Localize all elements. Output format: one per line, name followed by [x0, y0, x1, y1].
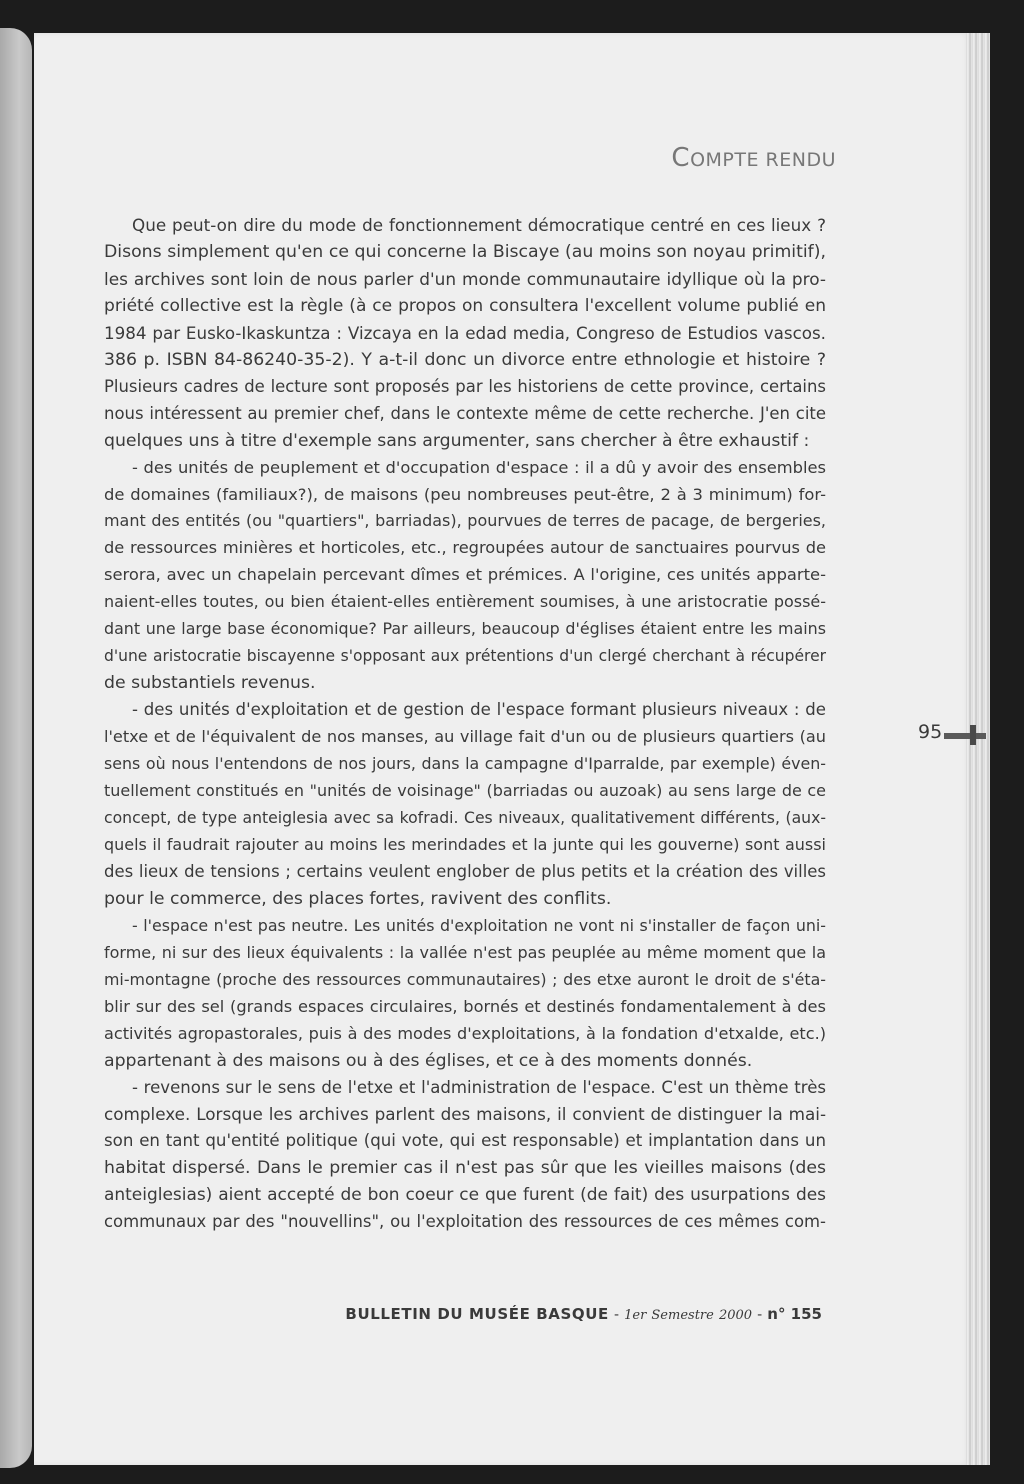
body-line: pour le commerce, des places fortes, ravivent des conflits.: [104, 888, 612, 909]
footer: [345, 1304, 822, 1323]
footer-issue: n° 155: [767, 1305, 822, 1323]
running-head: [671, 143, 836, 173]
body-line: - l'espace n'est pas neutre. Les unités d'exploitation ne vont ni s'installer de façon uni-: [132, 915, 826, 935]
running-head-initial: C: [671, 143, 691, 173]
body-line: 1984 par Eusko-Ikaskuntza : Vizcaya en la edad media, Congreso de Estudios vascos.: [104, 322, 826, 343]
body-line: de substantiels revenus.: [104, 673, 316, 694]
footer-separator: -: [613, 1307, 620, 1323]
body-line: de domaines (familiaux?), de maisons (peu nombreuses peut-être, 2 à 3 minimum) for-: [104, 484, 826, 504]
body-line: les archives sont loin de nous parler d'un monde communautaire idyllique où la pro-: [104, 268, 826, 289]
body-line: communaux par des "nouvellins", ou l'exploitation des ressources de ces mêmes com-: [104, 1212, 826, 1232]
body-line: serora, avec un chapelain percevant dîmes et prémices. A l'origine, ces unités apparte-: [104, 565, 826, 585]
footer-separator: -: [757, 1307, 763, 1323]
body-line: naient-elles toutes, ou bien étaient-elles entièrement soumises, à une aristocratie possé-: [104, 592, 826, 612]
body-line: habitat dispersé. Dans le premier cas il n'est pas sûr que les vieilles maisons (des: [104, 1158, 826, 1179]
previous-page-edge: [0, 28, 32, 1468]
body-line: anteiglesias) aient accepté de bon coeur ce que furent (de fait) des usurpations des: [104, 1185, 826, 1206]
body-line: 386 p. ISBN 84-86240-35-2). Y a-t-il donc un divorce entre ethnologie et histoire ?: [104, 349, 826, 370]
body-line: d'une aristocratie biscayenne s'opposant aux prétentions d'un clergé cherchant à récupérer: [104, 647, 826, 666]
body-line: Que peut-on dire du mode de fonctionnement démocratique centré en ces lieux ?: [132, 215, 826, 235]
body-line: appartenant à des maisons ou à des églises, et ce à des moments donnés.: [104, 1050, 753, 1071]
body-line: Plusieurs cadres de lecture sont proposés par les historiens de cette province, certains: [104, 376, 826, 396]
body-line: priété collective est la règle (à ce propos on consultera l'excellent volume publié en: [104, 295, 826, 316]
body-line: de ressources minières et horticoles, etc., regroupées autour de sanctuaires pourvus de: [104, 538, 826, 558]
body-line: nous intéressent au premier chef, dans le contexte même de cette recherche. J'en cite: [104, 403, 826, 423]
body-line: des lieux de tensions ; certains veulent englober de plus petits et la création des villes: [104, 861, 826, 881]
body-line: - des unités de peuplement et d'occupation d'espace : il a dû y avoir des ensembles: [132, 457, 826, 477]
body-line: quelques uns à titre d'exemple sans argumenter, sans chercher à être exhaustif :: [104, 430, 810, 451]
body-line: son en tant qu'entité politique (qui vote, qui est responsable) et implantation dans un: [104, 1131, 826, 1151]
body-line: - des unités d'exploitation et de gestion de l'espace formant plusieurs niveaux : de: [132, 700, 826, 720]
footer-semester-word: Semestre: [651, 1308, 714, 1323]
footer-semester-ordinal: 1er: [624, 1308, 647, 1323]
body-line: dant une large base économique? Par ailleurs, beaucoup d'églises étaient entre les mains: [104, 619, 826, 639]
thumb-tab-mark: [944, 733, 986, 739]
page-stack-edges: [966, 33, 990, 1465]
body-line: mant des entités (ou "quartiers", barriadas), pourvues de terres de pacage, de bergeries,: [104, 511, 826, 531]
body-line: l'etxe et de l'équivalent de nos manses, au village fait d'un ou de plusieurs quartiers (au: [104, 727, 826, 747]
footer-year: 2000: [718, 1308, 753, 1323]
body-line: sens où nous l'entendons de nos jours, dans la campagne d'Iparralde, par exemple) éven-: [104, 754, 826, 774]
body-line: activités agropastorales, puis à des modes d'exploitations, à la fondation d'etxalde, etc.): [104, 1023, 826, 1043]
body-line: complexe. Lorsque les archives parlent des maisons, il convient de distinguer la mai-: [104, 1104, 826, 1125]
body-line: blir sur des sel (grands espaces circulaires, bornés et destinés fondamentalement à des: [104, 996, 826, 1016]
body-line: - revenons sur le sens de l'etxe et l'administration de l'espace. C'est un thème très: [132, 1077, 826, 1097]
body-line: Disons simplement qu'en ce qui concerne la Biscaye (au moins son noyau primitif),: [104, 241, 826, 262]
body-line: mi-montagne (proche des ressources communautaires) ; des etxe auront le droit de s'éta-: [104, 969, 826, 989]
body-line: forme, ni sur des lieux équivalents : la vallée n'est pas peuplée au même moment que la: [104, 942, 826, 962]
footer-journal: BULLETIN DU MUSÉE BASQUE: [345, 1305, 609, 1323]
body-line: concept, de type anteiglesia avec sa kofradi. Ces niveaux, qualitativement différents, (aux-: [104, 807, 826, 827]
thumb-tab-notch: [970, 725, 976, 745]
page-number: 95: [918, 721, 943, 743]
body-line: quels il faudrait rajouter au moins les merindades et la junte qui les gouverne) sont aussi: [104, 834, 826, 854]
body-line: tuellement constitués en "unités de voisinage" (barriadas ou auzoak) au sens large de ce: [104, 781, 826, 801]
body-text: [104, 212, 826, 1236]
page-number-marker: [918, 721, 990, 747]
running-head-rest: OMPTE RENDU: [690, 149, 836, 171]
